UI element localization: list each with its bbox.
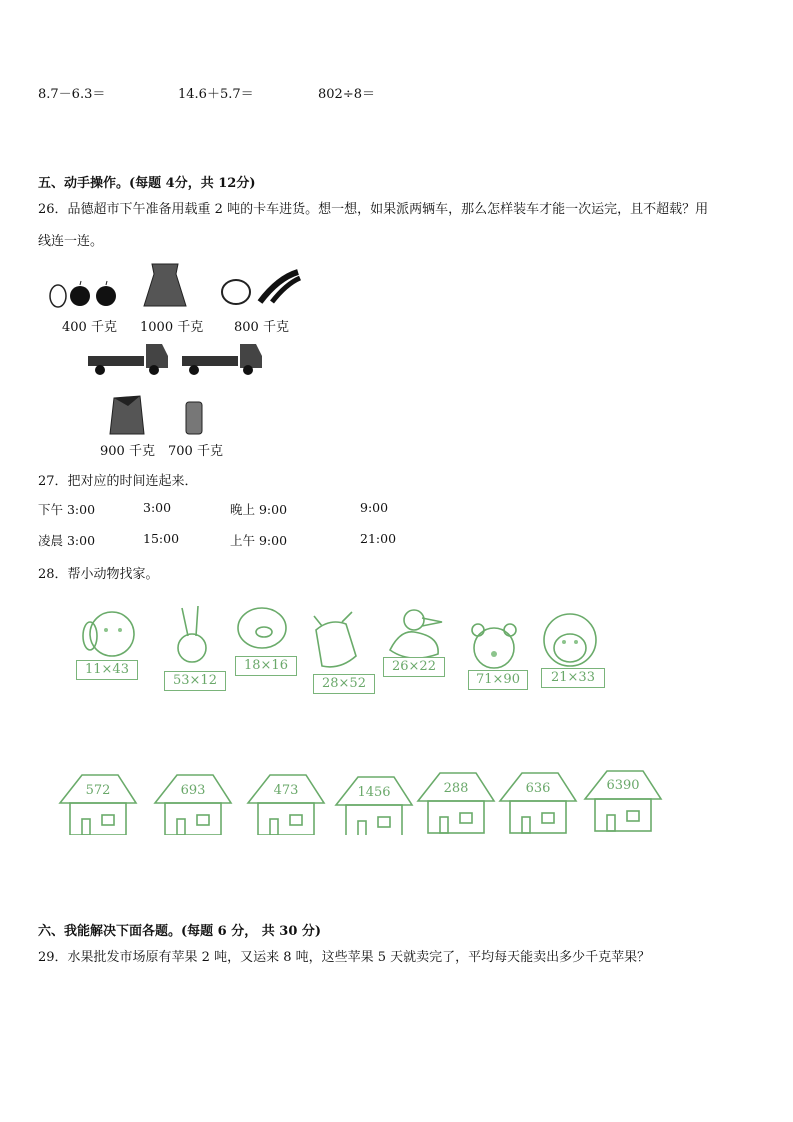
section6-title: 六、我能解决下面各题。(每题 6 分， 共 30 分) [38, 924, 322, 939]
animal-expression: 71×90 [468, 670, 528, 690]
rabbit-icon [178, 606, 206, 662]
fruit-icon [50, 281, 116, 307]
bag-icon [110, 396, 144, 434]
time-item: 下午 3:00 [38, 502, 96, 517]
time-item: 3:00 [143, 500, 172, 515]
time-item: 15:00 [143, 531, 180, 546]
section5-title: 五、动手操作。(每题 4分，共 12分) [38, 176, 256, 191]
animal-expression: 18×16 [235, 656, 297, 676]
calc-1: 8.7－6.3＝ [38, 87, 106, 102]
house-number: 1456 [357, 785, 391, 800]
time-item: 晚上 9:00 [230, 502, 288, 517]
weight-label: 900 千克 [100, 444, 155, 459]
vegetables-icon [222, 272, 300, 304]
weight-label: 700 千克 [168, 444, 223, 459]
house-number: 288 [443, 781, 469, 796]
house-number: 572 [85, 783, 111, 798]
bear-icon [472, 624, 516, 668]
time-item: 凌晨 3:00 [38, 533, 96, 548]
q26-illustration [40, 258, 320, 458]
pig-icon [238, 608, 286, 648]
animal-expression: 21×33 [541, 668, 605, 688]
q26-text-line1: 26．品德超市下午准备用载重 2 吨的卡车进货。想一想，如果派两辆车，那么怎样装车才能一次运完，且不超载？用 [38, 202, 709, 217]
weight-label: 400 千克 [62, 320, 117, 335]
house-number: 6390 [606, 778, 640, 793]
animal-expression: 53×12 [164, 671, 226, 691]
dog-icon [83, 612, 134, 656]
calc-3: 802÷8＝ [318, 87, 375, 102]
house-number: 693 [180, 783, 206, 798]
sack-icon [144, 264, 186, 306]
houses-illustration [55, 765, 675, 835]
q29-text: 29．水果批发市场原有苹果 2 吨，又运来 8 吨，这些苹果 5 天就卖完了，平均每天能卖出多少千克苹果？ [38, 950, 651, 965]
goat-icon [314, 612, 356, 667]
house-number: 473 [273, 783, 299, 798]
q26-text-line2: 线连一连。 [38, 234, 104, 249]
animal-expression: 11×43 [76, 660, 138, 680]
animal-expression: 26×22 [383, 657, 445, 677]
q28-title: 28．帮小动物找家。 [38, 567, 159, 582]
barrel-icon [186, 402, 202, 434]
monkey-icon [544, 614, 596, 666]
weight-label: 1000 千克 [140, 320, 204, 335]
animal-expression: 28×52 [313, 674, 375, 694]
calc-2: 14.6＋5.7＝ [178, 87, 254, 102]
house-number: 636 [525, 781, 551, 796]
weight-label: 800 千克 [234, 320, 289, 335]
q27-title: 27．把对应的时间连起来． [38, 474, 198, 489]
time-item: 21:00 [360, 531, 397, 546]
truck-icon [182, 344, 262, 375]
time-item: 上午 9:00 [230, 533, 288, 548]
time-item: 9:00 [360, 500, 389, 515]
truck-icon [88, 344, 168, 375]
duck-icon [390, 610, 442, 658]
